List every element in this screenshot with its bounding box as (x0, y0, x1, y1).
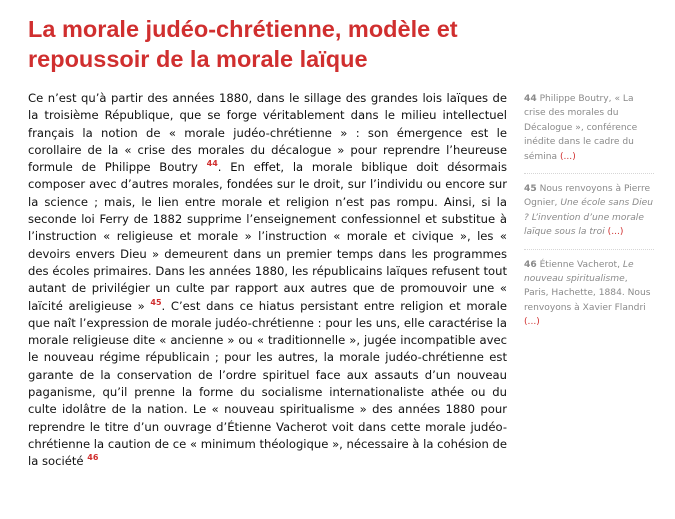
note-italic: Le nouveau spiritualisme (524, 259, 634, 285)
paragraph-text-2: . En effet, la morale biblique doit désormais composer avec d’autres morales, fondées sur le droit, sur l’individu ou encore sur la science ; mais, le lien entre morale et religion n’est pas rompu. Ainsi, si la seconde loi Ferry de 1882 supprime l’enseignement confessionnel et substitue à l’instruction « religieuse et morale » l’instruction « morale et civique », les « devoirs envers Dieu » demeurent dans un premier temps dans les programmes des écoles primaires. Dans les années 1880, les républicains laïques refusent tout autant de privilégier un culte par rapport aux autres que de promouvoir une « laïcité areligieuse » (28, 160, 508, 313)
note-45 (524, 182, 654, 250)
footnote-ref-44[interactable]: 44 (206, 159, 218, 169)
footnote-ref-45[interactable]: 45 (150, 297, 162, 307)
note-number[interactable]: 44 (524, 94, 537, 104)
sidenotes (524, 92, 654, 347)
body-paragraph (28, 90, 507, 471)
note-more-link[interactable]: (...) (524, 317, 540, 328)
article-title: La morale judéo-chrétienne, modèle et repoussoir de la morale laïque (28, 16, 458, 72)
note-more-link[interactable]: (...) (607, 227, 624, 238)
note-more-link[interactable]: (...) (559, 151, 576, 162)
footnote-ref-46[interactable]: 46 (87, 453, 99, 463)
note-text: Étienne Vacherot, (539, 259, 623, 270)
note-number[interactable]: 46 (524, 259, 537, 270)
note-text: Philippe Boutry, « La crise des morales du Décalogue », conférence inédite dans le cadre du sémina (524, 94, 638, 162)
paragraph-text-3: . C’est dans ce hiatus persistant entre religion et morale que naît l’expression de morale judéo-chrétienne : pour les uns, elle caractérise la morale religieuse dite « ancienne » ou « traditionnelle », jugée incompatible avec le nouveau régime républicain ; pour les autres, la morale judéo-chrétienne est garante de la conservation de l’ordre spirituel face aux assauts d’un nouveau paganisme, qu’il prenne la forme du socialisme internationaliste athée ou du culte idolâtre de la nation. Le « nouveau spiritualisme » des années 1880 pour reprendre le titre d’un ouvrage d’Étienne Vacherot voit dans cette morale judéo-chrétienne la caution de ce « minimum théologique », nécessaire à la cohésion de la société (28, 298, 507, 469)
paragraph-text-1: Ce n’est qu’à partir des années 1880, dans le sillage des grandes lois laïques de la troisième République, que se forge véritablement dans le milieu intellectuel français la notion de « morale judéo-chrétienne » : son émergence est le corollaire de la « crise des morales du décalogue » pour reprendre l’heureuse formule de Philippe Boutry (28, 91, 507, 175)
note-italic: Une école sans Dieu ? L’invention d’une morale laïque sous la troi (524, 198, 654, 238)
note-text: Nous renvoyons à Pierre Ognier, (524, 184, 651, 209)
note-46 (524, 258, 654, 339)
note-number[interactable]: 45 (524, 184, 537, 195)
note-44 (524, 92, 654, 174)
note-text-tail: , Paris, Hachette, 1884. Nous renvoyons à Xavier Flandri (524, 274, 651, 313)
